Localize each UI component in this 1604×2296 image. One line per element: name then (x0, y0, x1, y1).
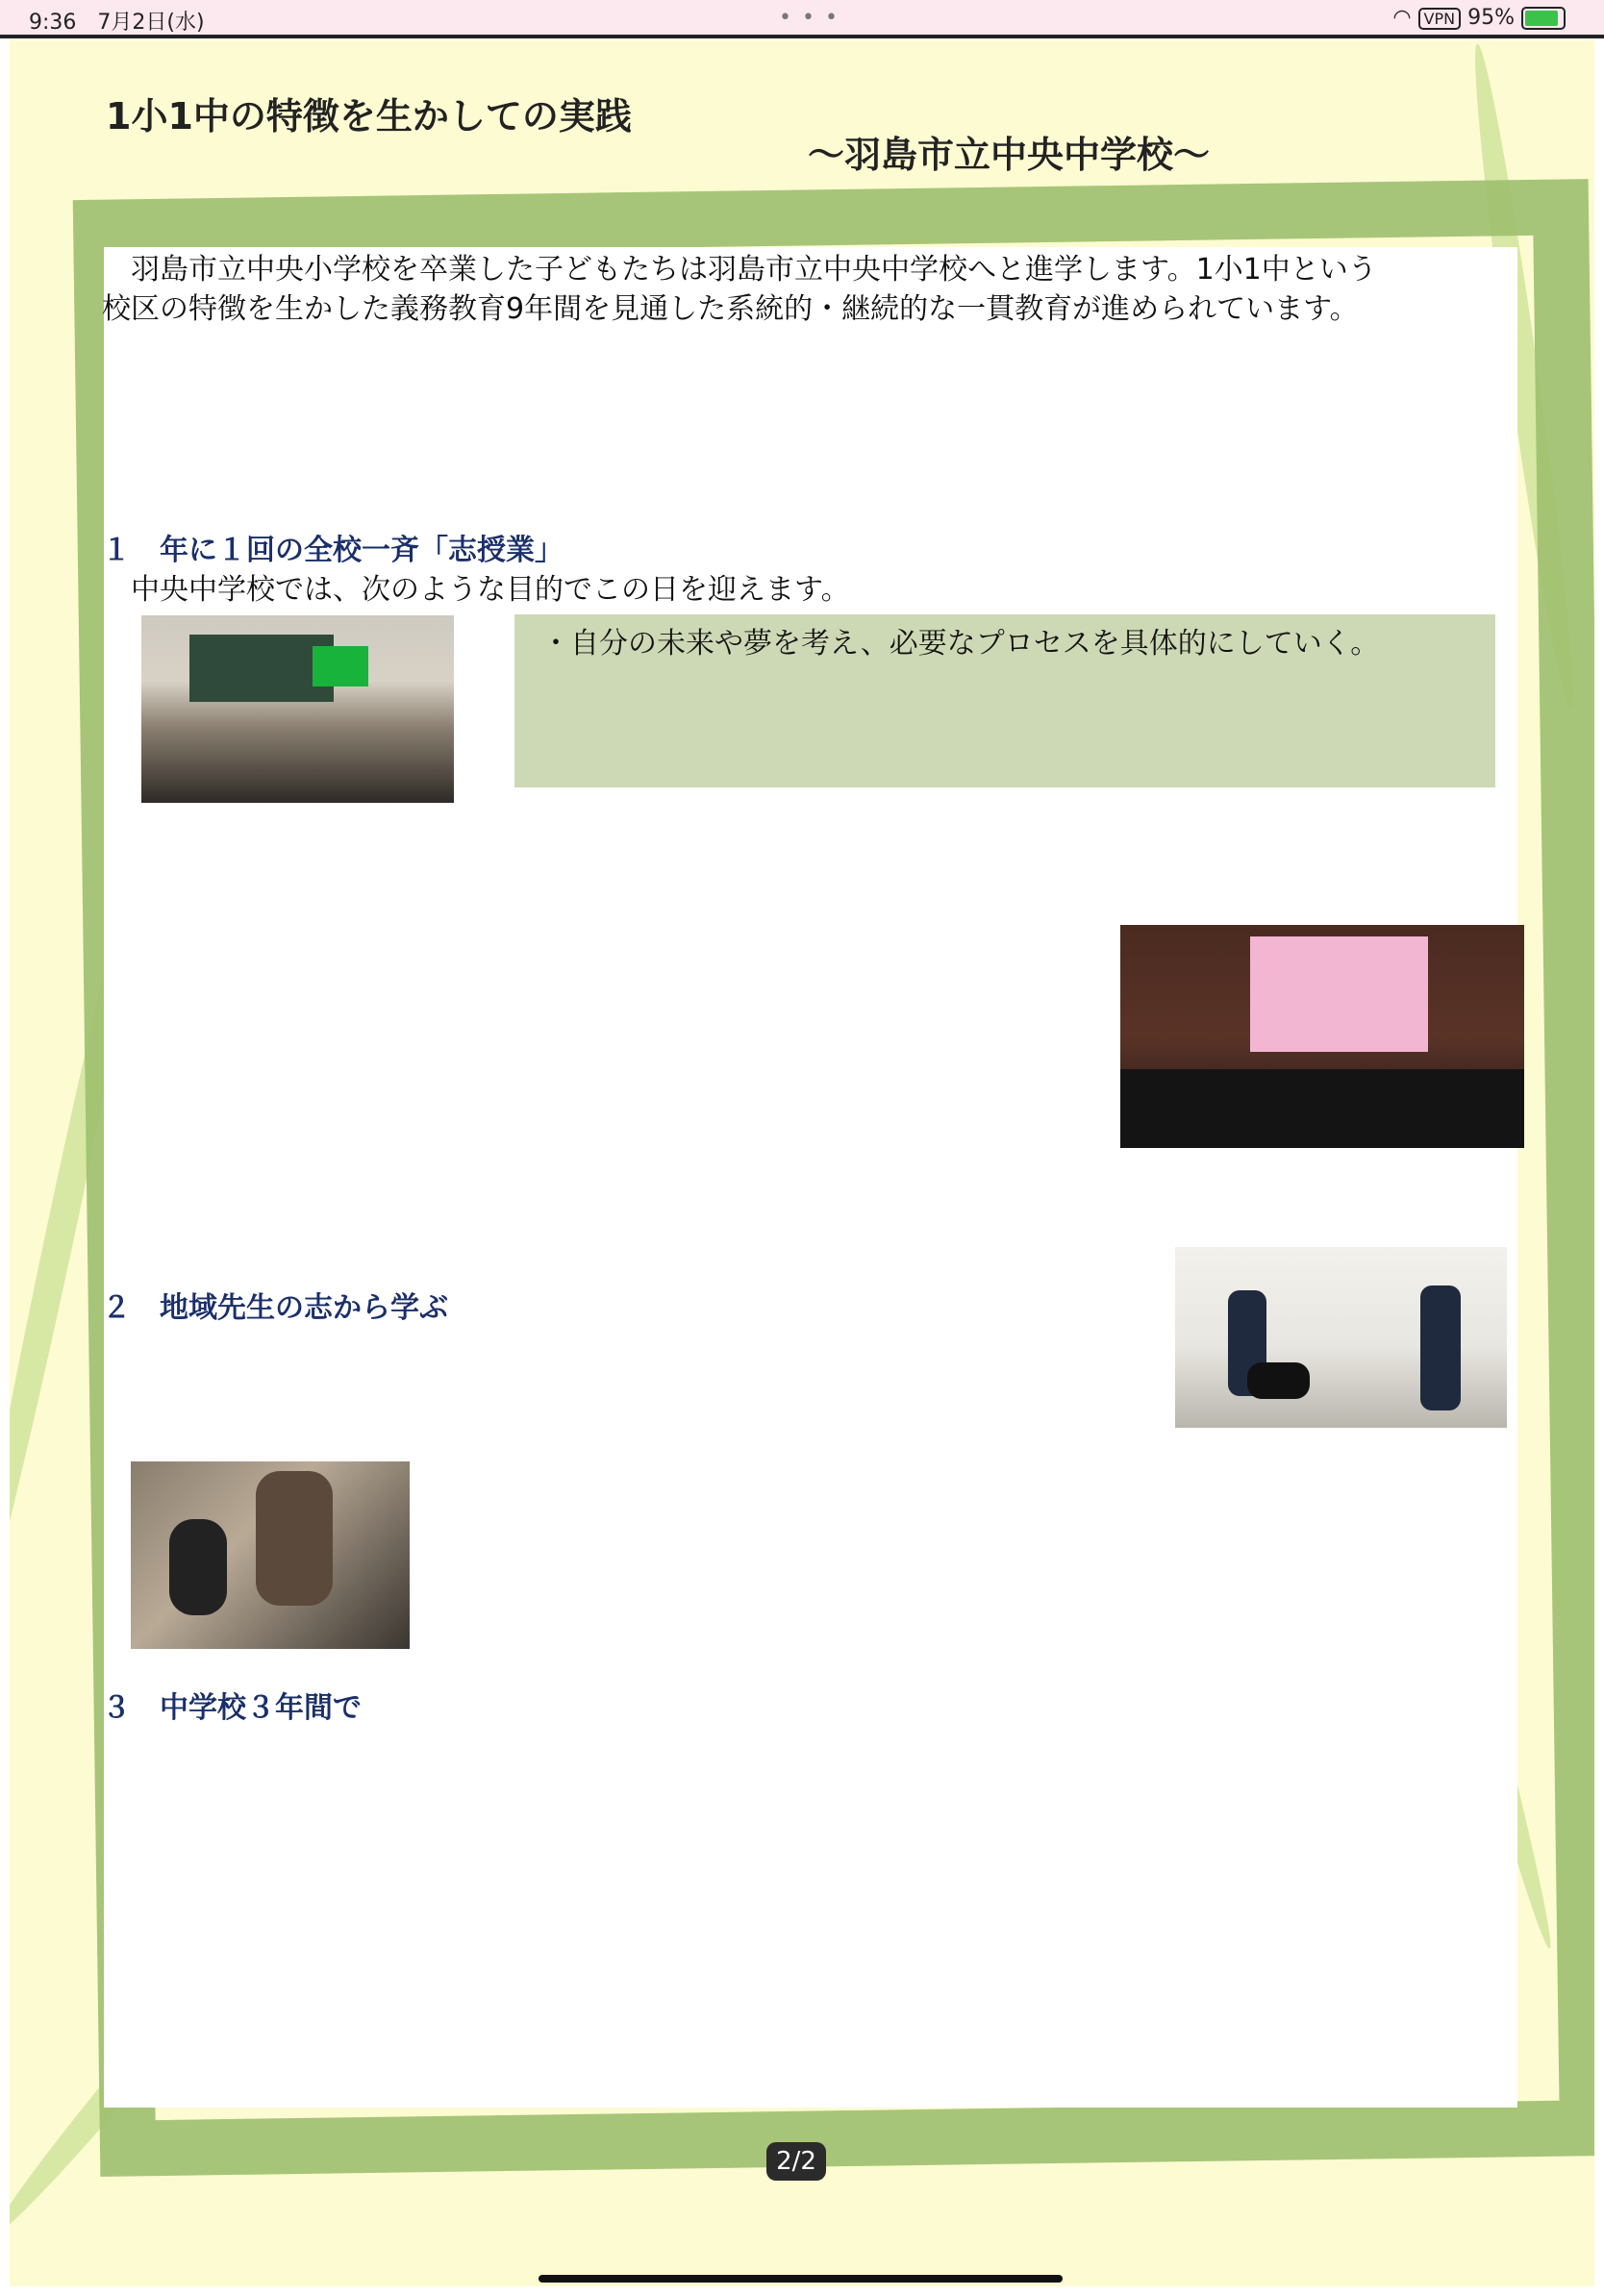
dog-trainer-photo (1175, 1247, 1507, 1428)
document-page (10, 40, 1594, 2286)
content-panel (104, 247, 1517, 2108)
vpn-badge: VPN (1418, 8, 1462, 30)
section-3-heading: ３ 中学校３年間で (102, 1691, 362, 1725)
battery-icon (1521, 7, 1566, 30)
status-right (1392, 6, 1566, 30)
section-1-heading: １ 年に１回の全校一斉「志授業」 (102, 534, 564, 567)
wifi-icon: ◠ (1392, 6, 1412, 30)
students-workshop-photo (131, 1461, 410, 1649)
section-2-heading: ２ 地域先生の志から学ぶ (102, 1291, 448, 1325)
purpose-box (514, 614, 1495, 787)
assembly-photo (1120, 925, 1524, 1148)
status-bar (0, 0, 1604, 38)
article-title: 1小1中の特徴を生かしての実践 (106, 95, 632, 137)
purpose-item: ・自分の未来や夢を考え、必要なプロセスを具体的にしていく。 (541, 627, 1380, 661)
school-name: ～羽島市立中央中学校～ (808, 134, 1211, 176)
classroom-photo (141, 615, 454, 803)
home-indicator[interactable] (539, 2275, 1063, 2283)
page-indicator: 2/2 (766, 2142, 826, 2181)
intro-paragraph: 羽島市立中央小学校を卒業した子どもたちは羽島市立中央中学校へと進学します。1小1中という 校区の特徴を生かした義務教育9年間を見通した系統的・継続的な一貫教育が進められています。 (102, 253, 1377, 326)
multitask-handle[interactable]: • • • (779, 6, 840, 30)
status-time: 9:36 7月2日(水) (29, 11, 205, 35)
section-1-lead: 中央中学校では、次のような目的でこの日を迎えます。 (102, 573, 850, 607)
battery-level: 95% (1467, 6, 1515, 30)
